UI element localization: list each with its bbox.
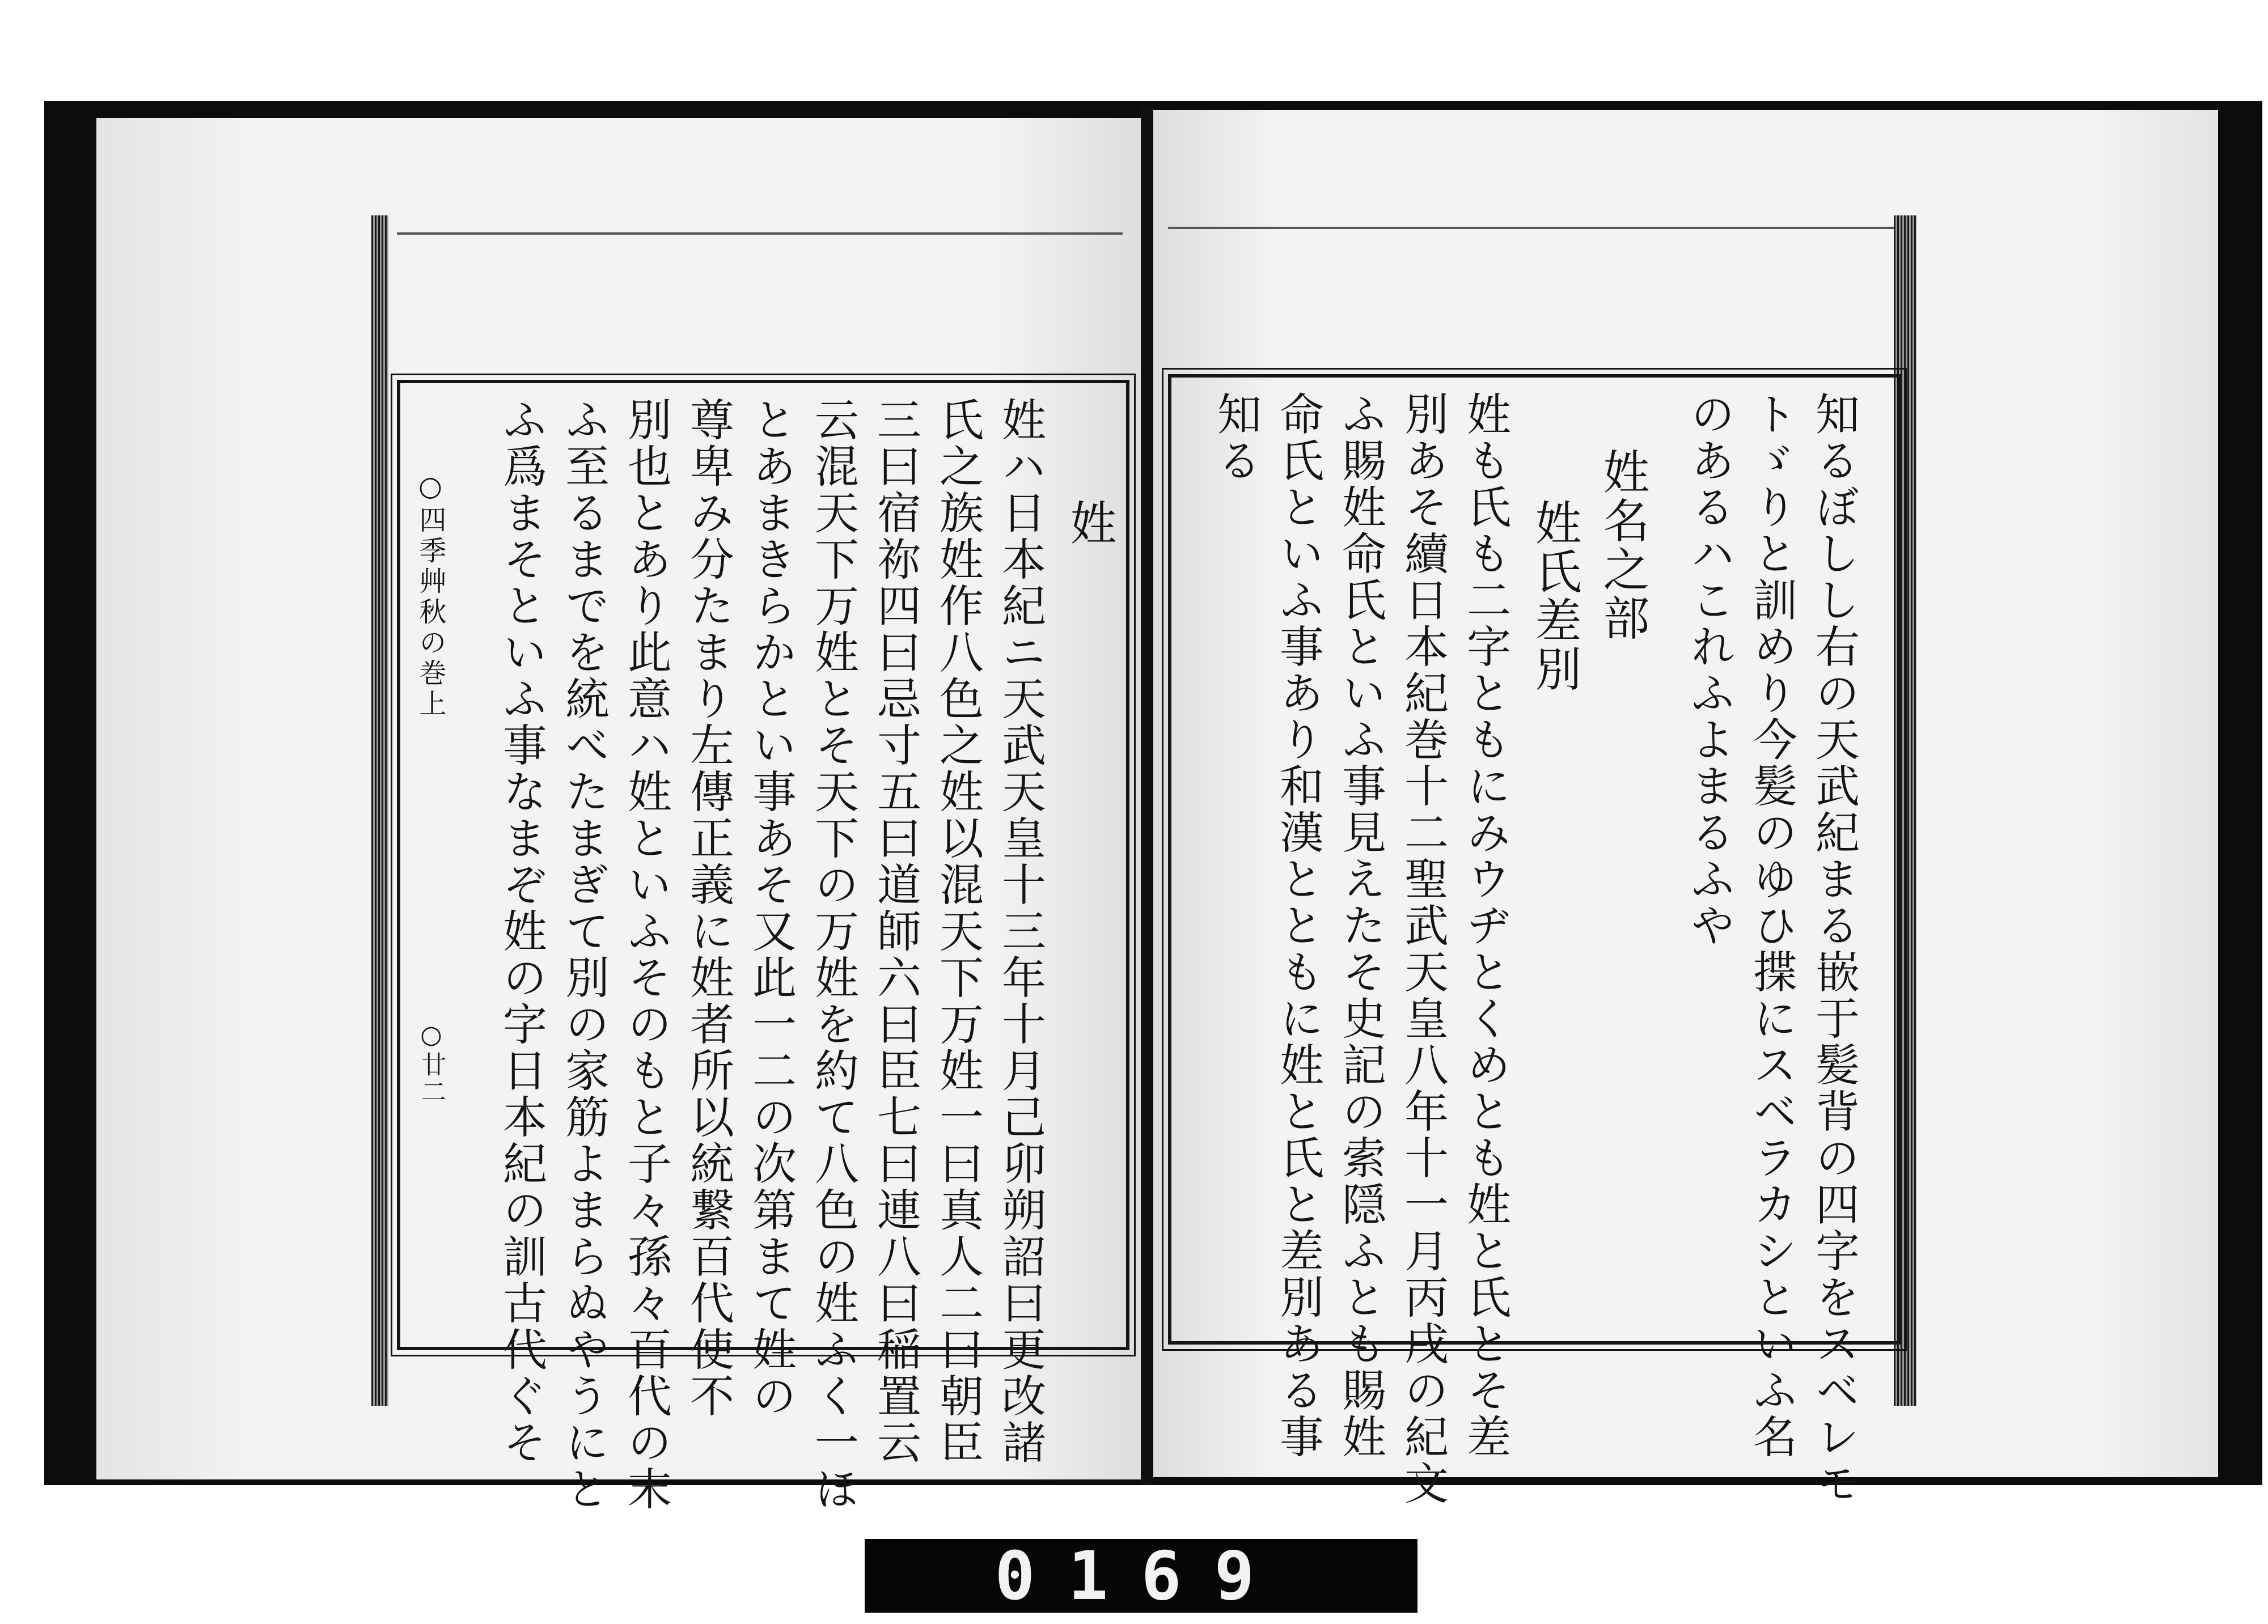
left-text-column: 別也とあり此意ハ姓といふそのもと子々孫々百代の末	[620, 397, 671, 1512]
right-text-column: 姓も氏も二字ともにみウヂとくめとも姓と氏とそ差	[1459, 391, 1510, 1460]
left-page-top-line	[397, 232, 1123, 235]
right-text-column: のあるハこれふよまるふや	[1683, 391, 1734, 949]
left-text-column: ふ至るまでを統べたまぎて別の家筋よまらぬやうにと	[558, 397, 609, 1512]
left-text-column: 姓ハ日本紀ニ天武天皇十三年十月己卯朔詔曰更改諸	[995, 397, 1046, 1466]
left-text-column: 三曰宿祢四曰忌寸五曰道師六曰臣七曰連八曰稲置云	[870, 397, 921, 1466]
section-title: 姓名之部	[1596, 448, 1649, 643]
subsection-title: 姓氏差別	[1527, 499, 1581, 694]
right-text-column: トゞりと訓めり今髪のゆひ揲にスベラカシといふ名	[1746, 391, 1797, 1460]
left-text-column: 云混天下万姓とそ天下の万姓を約て八色の姓ふく一ほ	[807, 397, 858, 1512]
page-number: ○廿二	[417, 1020, 446, 1106]
right-text-column: 知る	[1210, 391, 1261, 484]
left-text-column: とあまきらかとい事あそ又此一二の次第まて姓の	[745, 397, 796, 1419]
left-text-column: 尊卑み分たまり左傳正義に姓者所以統繋百代使不	[683, 397, 734, 1419]
frame-number: 0169	[995, 1537, 1288, 1615]
left-text-column: ふ爲まそといふ事なまぞ姓の字日本紀の訓古代ぐそ	[496, 397, 547, 1466]
right-page-top-line	[1168, 227, 1894, 229]
right-text-column: 知るぼしし右の天武紀まる嵌于髪背の四字をスベレモ	[1808, 391, 1859, 1507]
right-text-column: 命氏といふ事あり和漢とともに姓と氏と差別ある事	[1272, 391, 1323, 1460]
right-text-column: ふ賜姓命氏といふ事見えたそ史記の索隠ふとも賜姓	[1335, 391, 1386, 1460]
right-text-column: 別あそ續日本紀巻十二聖武天皇八年十一月丙戌の紀文	[1397, 391, 1448, 1507]
left-text-column: 氏之族姓作八色之姓以混天下万姓一曰真人二曰朝臣	[932, 397, 983, 1466]
book-title-margin: ○四季艸秋の巻上	[414, 470, 446, 720]
book-gutter	[1141, 108, 1153, 1485]
left-page-edge	[371, 215, 388, 1406]
frame-number-strip	[865, 1539, 1417, 1613]
left-heading: 姓	[1063, 499, 1116, 548]
